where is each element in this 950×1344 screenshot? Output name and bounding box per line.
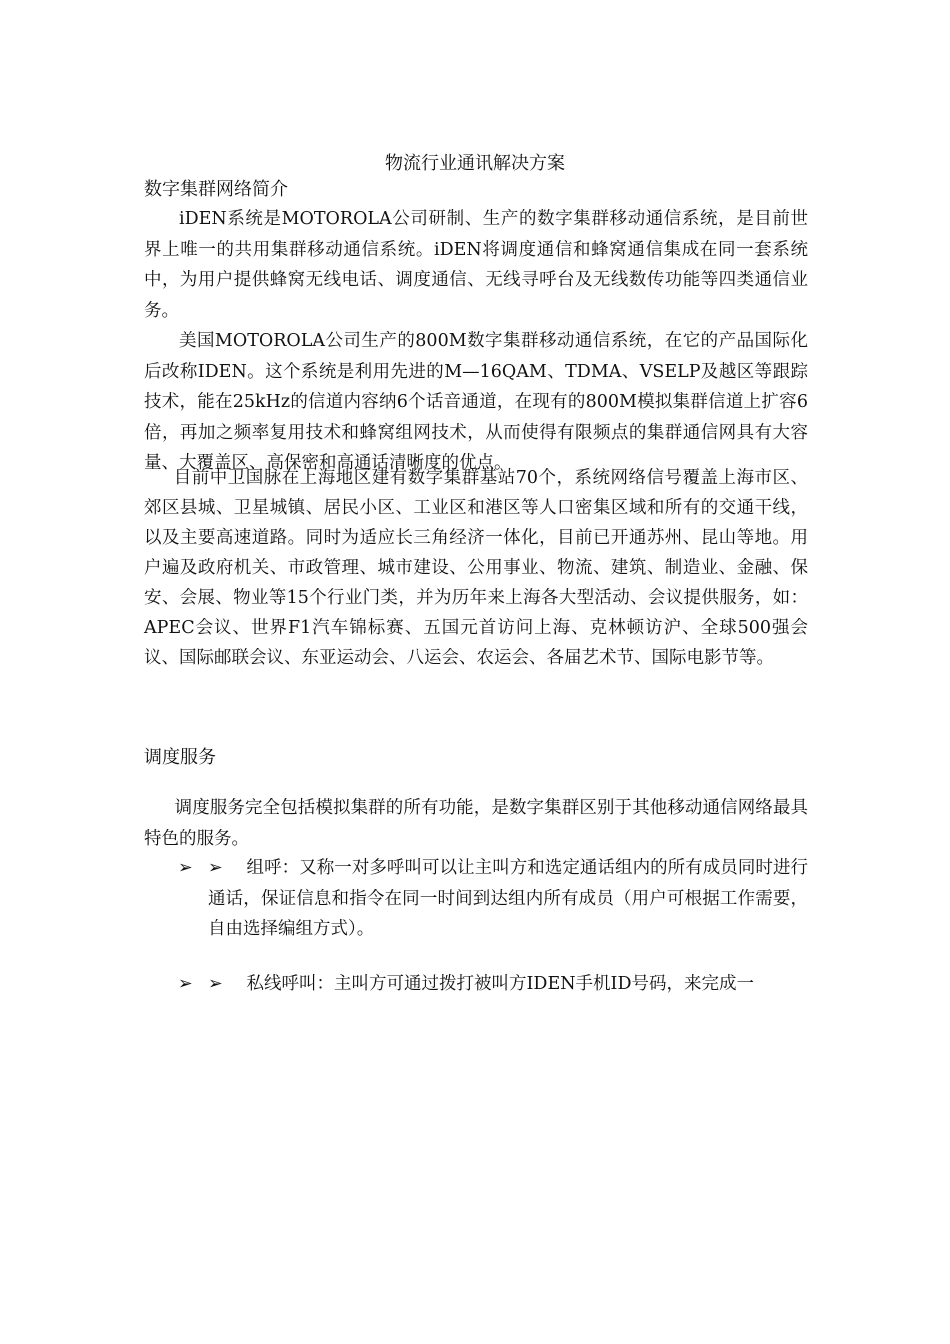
- paragraph-iden-intro: iDEN系统是MOTOROLA公司研制、生产的数字集群移动通信系统，是目前世界上唯一的共用集群移动通信系统。iDEN将调度通信和蜂窝通信集成在同一套系统中，为用户提供蜂窝无线电话、调度通信、无线寻呼台及无线数传功能等四类通信业务。: [144, 209, 808, 321]
- paragraph-coverage: 目前中卫国脉在上海地区建有数字集群基站70个，系统网络信号覆盖上海市区、郊区县城、卫星城镇、居民小区、工业区和港区等人口密集区域和所有的交通干线，以及主要高速道路。同时为适应长三角经济一体化，目前已开通苏州、昆山等地。用户遍及政府机关、市政管理、城市建设、公用事业、物流、建筑、制造业、金融、保安、会展、物业等15个行业门类，并为历年来上海各大型活动、会议提供服务，如：APEC会议、世界F1汽车锦标赛、五国元首访问上海、克林顿访沪、全球500强会议、国际邮联会议、东亚运动会、八运会、农运会、各届艺术节、国际电影节等。: [144, 468, 808, 668]
- bullet-text-group-call: 组呼：又称一对多呼叫可以让主叫方和选定通话组内的所有成员同时进行通话，保证信息和指令在同一时间到达组内所有成员（用户可根据工作需要，自由选择编组方式）。: [208, 858, 808, 939]
- bullet-markers: [178, 969, 248, 1000]
- bullet-text: [208, 853, 808, 945]
- arrow-bullet-icon: ➢: [178, 858, 193, 878]
- paragraph-dispatch-intro: 调度服务完全包括模拟集群的所有功能，是数字集群区别于其他移动通信网络最具特色的服务。: [144, 798, 808, 849]
- bullet-text: [208, 969, 808, 1000]
- bullet-item-group-call: [178, 853, 808, 945]
- document-title: 物流行业通讯解决方案: [385, 153, 565, 174]
- bullet-text-private-call: 私线呼叫：主叫方可通过拨打被叫方IDEN手机ID号码，来完成一: [246, 974, 754, 994]
- arrow-bullet-icon: ➢: [178, 974, 193, 994]
- paragraph-motorola-800m: 美国MOTOROLA公司生产的800M数字集群移动通信系统，在它的产品国际化后改称IDEN。这个系统是利用先进的M—16QAM、TDMA、VSELP及越区等跟踪技术，能在25kHz的信道内容纳6个话音通道，在现有的800M模拟集群信道上扩容6倍，再加之频率复用技术和蜂窝组网技术，从而使得有限频点的集群通信网具有大容量、大覆盖区、高保密和高通话清晰度的优点。: [144, 331, 808, 473]
- arrow-bullet-icon: ➢: [208, 974, 223, 994]
- section-heading-digital-trunking: 数字集群网络简介: [144, 179, 288, 200]
- section-heading-dispatch: 调度服务: [144, 747, 216, 768]
- bullet-item-private-call: [178, 969, 808, 1000]
- bullet-markers: [178, 853, 248, 884]
- arrow-bullet-icon: ➢: [208, 858, 223, 878]
